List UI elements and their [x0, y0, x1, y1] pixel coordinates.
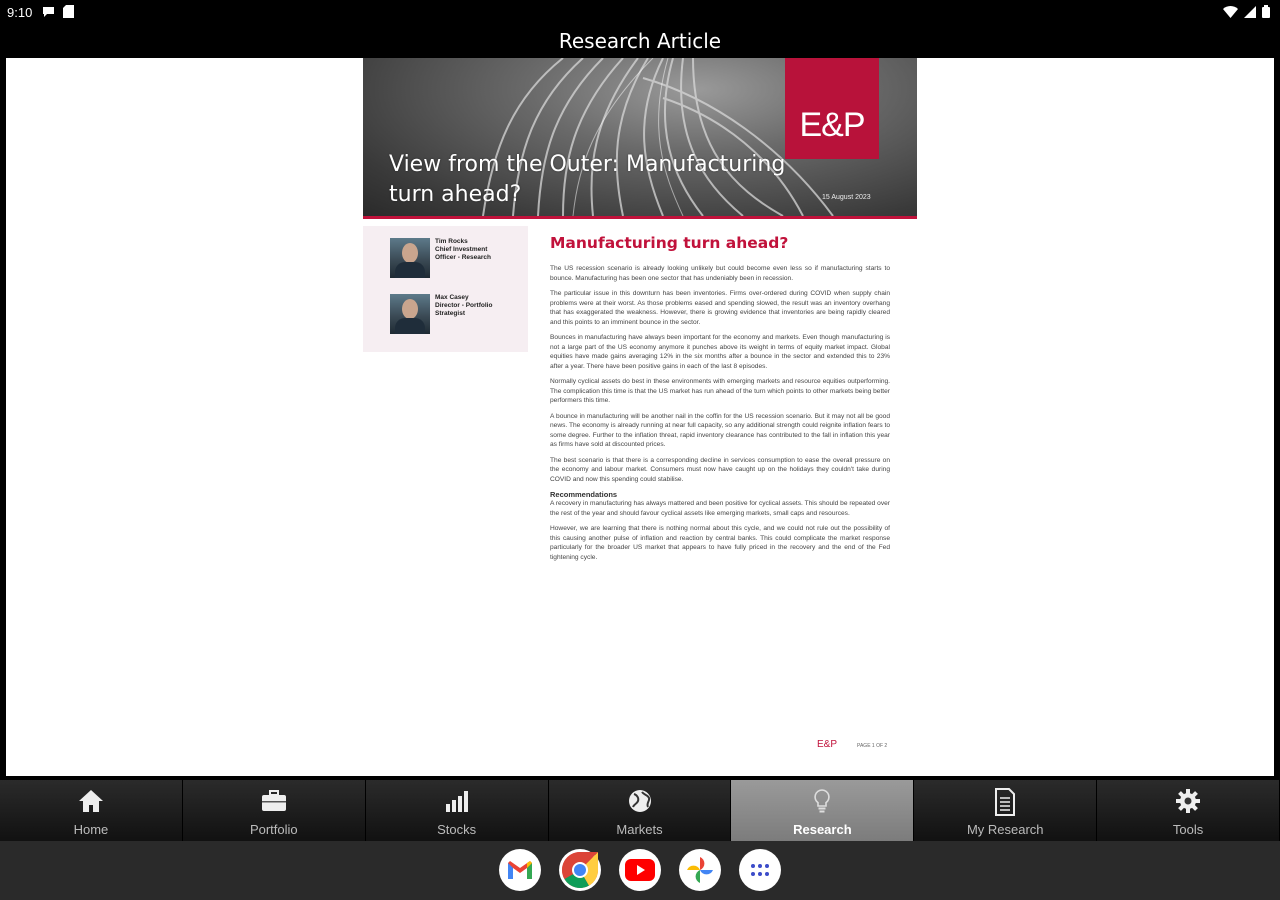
status-time: 9:10 — [7, 5, 33, 20]
author-card — [390, 238, 505, 278]
status-bar — [0, 0, 1280, 26]
tab-label: Stocks — [437, 822, 477, 837]
gear-icon — [1175, 788, 1201, 814]
youtube-app[interactable] — [619, 849, 661, 891]
gmail-app[interactable] — [499, 849, 541, 891]
youtube-icon — [625, 859, 655, 881]
tab-stocks[interactable] — [366, 780, 549, 841]
article-paragraph: Normally cyclical assets do best in these environments with emerging markets and resource equities outperforming. The complication this time is that the US market has run ahead of the turn which points to other markets being better performers this time. — [550, 378, 890, 404]
banner-divider — [363, 216, 917, 219]
document-banner — [363, 58, 917, 216]
author-photo — [390, 238, 430, 278]
gmail-icon — [506, 859, 534, 881]
author-name: Tim Rocks — [435, 238, 468, 245]
author-role: Chief Investment Officer - Research — [435, 246, 491, 261]
home-icon — [78, 788, 104, 814]
system-dock — [0, 841, 1280, 900]
signal-icon — [1244, 6, 1256, 18]
battery-icon — [1262, 5, 1270, 18]
lightbulb-icon — [809, 788, 835, 814]
document-icon — [992, 788, 1018, 816]
ep-logo: E&P — [785, 58, 879, 159]
page-title: Research Article — [558, 29, 722, 53]
author-card — [390, 294, 505, 334]
tab-my-research[interactable] — [914, 780, 1097, 841]
app-drawer-icon — [750, 863, 770, 877]
tab-markets[interactable] — [549, 780, 732, 841]
wifi-icon — [1223, 6, 1238, 18]
photos-app[interactable] — [679, 849, 721, 891]
photos-icon — [685, 855, 715, 885]
tab-label: Research — [793, 822, 852, 837]
sd-card-icon — [63, 5, 74, 18]
article-paragraph: Bounces in manufacturing have always been important for the economy and markets. Even though manufacturing is not a large part of the US economy anymore it punches above its weight in terms of equity market impact. Global equities have made gains averaging 12% in the six months after a bounce in the sector and extended this to 23% after a year. There have been positive gains in each of the last 8 episodes. — [550, 334, 890, 370]
tab-label: Markets — [616, 822, 663, 837]
tab-label: My Research — [966, 822, 1044, 837]
app-drawer[interactable] — [739, 849, 781, 891]
tab-home[interactable] — [0, 780, 183, 841]
author-role: Director - Portfolio Strategist — [435, 302, 493, 317]
article-heading: Manufacturing turn ahead? — [550, 234, 789, 252]
document-page[interactable] — [363, 58, 917, 776]
globe-icon — [627, 788, 653, 814]
article-paragraph: A bounce in manufacturing will be another nail in the coffin for the US recession scenario. But it may not all be good news. The economy is already running at near full capacity, so any additional strength could reignite inflation fears to some degree. Further to the inflation threat, rapid inventory clearance has contributed to the fall in inflation this year as firms have sold at discounted prices. — [550, 412, 890, 448]
article-paragraph: The particular issue in this downturn has been inventories. Firms over-ordered during COVID when supply chain problems were at their worst. As those problems eased and spending slowed, the result was an inventory overhang that has exaggerated the weakness. However, there is growing evidence that inventories are being rapidly cleared and this points to an imminent bounce in the sector. — [550, 290, 890, 326]
tab-label: Home — [73, 822, 109, 837]
chat-notification-icon — [42, 6, 55, 18]
tab-research[interactable] — [731, 780, 914, 841]
chrome-icon — [561, 851, 599, 889]
authors-panel — [363, 226, 528, 352]
tab-tools[interactable] — [1097, 780, 1280, 841]
recommendations-heading: Recommendations — [550, 490, 618, 499]
app-title-bar — [0, 26, 1280, 58]
author-photo — [390, 294, 430, 334]
tab-label: Portfolio — [249, 822, 298, 837]
author-name: Max Casey — [435, 294, 469, 301]
bottom-tab-bar — [0, 780, 1280, 841]
tab-label: Tools — [1172, 822, 1204, 837]
tab-portfolio[interactable] — [183, 780, 366, 841]
recommendations-paragraph: However, we are learning that there is nothing normal about this cycle, and we could not rule out the possibility of this causing another pulse of inflation and reaction by central banks. This could complicate the market response particularly for the broader US market that appears to have fully priced in the recovery and the end of the Fed tightening cycle. — [550, 525, 890, 561]
document-viewer[interactable] — [6, 58, 1274, 776]
article-paragraph: The US recession scenario is already looking unlikely but could become even less so if manufacturing starts to bounce. Manufacturing has been one sector that has undeniably been in recession. — [550, 265, 890, 282]
footer-logo: E&P — [817, 739, 838, 750]
banner-title: View from the Outer: Manufacturing turn ahead? — [389, 152, 786, 207]
footer-page-number: PAGE 1 OF 2 — [857, 743, 888, 749]
article-body — [550, 234, 890, 568]
chrome-app[interactable] — [559, 849, 601, 891]
briefcase-icon — [261, 788, 287, 814]
banner-date: 15 August 2023 — [822, 194, 871, 201]
recommendations-paragraph: A recovery in manufacturing has always mattered and been positive for cyclical assets. This should be repeated over the rest of the year and should favour cyclical assets like emerging markets, small caps and resources. — [550, 500, 891, 517]
article-paragraph: The best scenario is that there is a corresponding decline in services consumption to ease the overall pressure on the economy and labour market. Consumers must now have caught up on the holidays they couldn't take during COVID and now this spending could stabilise. — [550, 456, 890, 483]
bar-chart-icon — [444, 788, 470, 814]
